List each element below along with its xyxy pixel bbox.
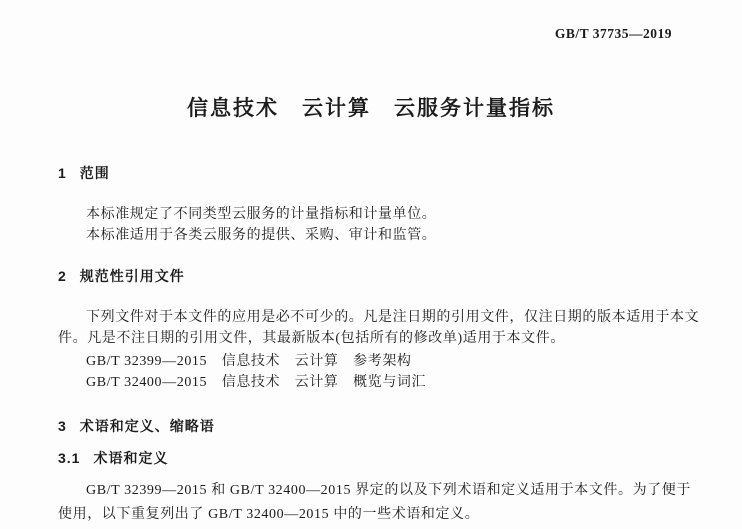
section-1-number: 1 [58, 165, 67, 181]
section-3-heading [58, 419, 215, 434]
section-2-body [58, 307, 700, 349]
reference-entry: GB/T 32399—2015 信息技术 云计算 参考架构 [86, 354, 412, 369]
section-3-1-heading [58, 451, 168, 466]
section-3-1-number: 3.1 [58, 450, 81, 466]
section-2-heading [58, 269, 185, 284]
paragraph-line: 件。凡是不注日期的引用文件，其最新版本(包括所有的修改单)适用于本文件。 [58, 331, 565, 346]
paragraph-line: 使用，以下重复列出了 GB/T 32400—2015 中的一些术语和定义。 [58, 507, 480, 522]
document-title: 信息技术 云计算 云服务计量指标 [187, 97, 555, 120]
paragraph-line: 本标准规定了不同类型云服务的计量指标和计量单位。 [86, 207, 437, 222]
section-1-heading [58, 166, 110, 181]
section-2-number: 2 [58, 268, 67, 284]
document-number: GB/T 37735—2019 [554, 26, 672, 41]
reference-entry: GB/T 32400—2015 信息技术 云计算 概览与词汇 [86, 375, 427, 390]
section-2-title: 规范性引用文件 [79, 268, 185, 284]
section-1-title: 范围 [79, 165, 110, 181]
paragraph-line: 下列文件对于本文件的应用是必不可少的。凡是注日期的引用文件，仅注日期的版本适用于本文 [86, 310, 700, 325]
paragraph-line: 本标准适用于各类云服务的提供、采购、审计和监管。 [86, 228, 437, 243]
section-3-1-body [58, 479, 691, 527]
normative-references [86, 351, 706, 393]
paragraph-line: GB/T 32399—2015 和 GB/T 32400—2015 界定的以及下列术语和定义适用于本文件。为了便于 [86, 483, 691, 498]
section-1-body [58, 204, 678, 246]
section-3-number: 3 [58, 418, 67, 434]
section-3-title: 术语和定义、缩略语 [79, 418, 215, 434]
section-3-1-title: 术语和定义 [93, 450, 169, 466]
